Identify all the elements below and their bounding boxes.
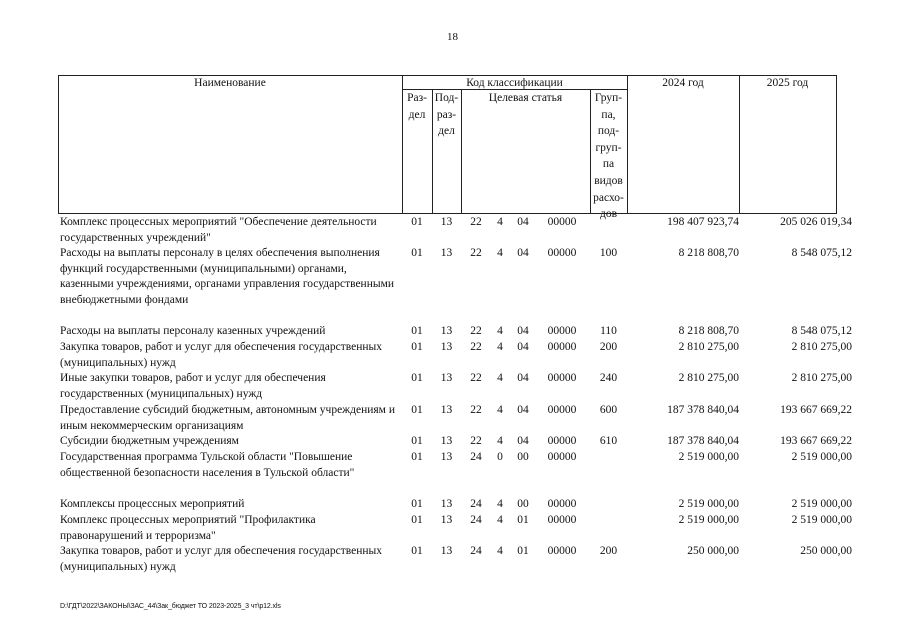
row-subsection: 13: [440, 545, 453, 557]
row-target-2: 4: [497, 514, 503, 526]
row-target-2: 4: [497, 325, 503, 337]
header-year-2024: 2024 год: [662, 77, 704, 89]
row-subsection: 13: [440, 435, 453, 447]
row-target-3: 00: [517, 451, 529, 463]
row-subsection: 13: [440, 372, 453, 384]
row-target-3: 00: [517, 498, 529, 510]
row-subsection: 13: [440, 514, 453, 526]
row-section: 01: [411, 514, 423, 526]
row-section: 01: [411, 545, 423, 557]
header-target-article: Целевая статья: [488, 92, 563, 104]
row-expense-type: 200: [599, 341, 618, 353]
row-amount-2025: 2 810 275,00: [791, 372, 852, 384]
row-amount-2024: 187 378 840,04: [667, 435, 739, 447]
row-amount-2024: 8 218 808,70: [678, 247, 739, 259]
row-amount-2025: 2 519 000,00: [791, 451, 852, 463]
row-target-3: 04: [517, 325, 529, 337]
row-target-3: 01: [517, 514, 529, 526]
row-subsection: 13: [440, 216, 453, 228]
header-subsection: Под- раз- дел: [434, 92, 459, 138]
row-name: Комплексы процессных мероприятий: [60, 498, 245, 510]
row-expense-type: 240: [599, 372, 618, 384]
row-name: Комплекс процессных мероприятий "Профилактика правонарушений и терроризма": [60, 514, 316, 542]
row-amount-2025: 205 026 019,34: [780, 216, 852, 228]
row-amount-2024: 250 000,00: [687, 545, 739, 557]
row-target-4: 00000: [547, 216, 577, 228]
row-expense-type: 610: [599, 435, 618, 447]
row-target-3: 04: [517, 404, 529, 416]
row-amount-2025: 2 810 275,00: [791, 341, 852, 353]
footer-file-path: D:\ГДТ\2022\ЗАКОНЫ\ЗАС_44\Зак_бюджет ТО 2023-2025_3 чт\р12.xls: [60, 603, 281, 610]
row-target-2: 0: [497, 451, 503, 463]
row-section: 01: [411, 435, 423, 447]
row-section: 01: [411, 498, 423, 510]
row-amount-2024: 2 519 000,00: [678, 498, 739, 510]
row-amount-2025: 2 519 000,00: [791, 514, 852, 526]
row-subsection: 13: [440, 341, 453, 353]
row-target-1: 22: [470, 325, 482, 337]
row-target-1: 24: [470, 514, 482, 526]
row-amount-2024: 2 519 000,00: [678, 514, 739, 526]
row-amount-2025: 193 667 669,22: [780, 435, 852, 447]
row-subsection: 13: [440, 325, 453, 337]
header-code: Код классификации: [466, 77, 563, 89]
row-subsection: 13: [440, 498, 453, 510]
row-amount-2025: 8 548 075,12: [791, 325, 852, 337]
row-name: Закупка товаров, работ и услуг для обеспечения государственных (муниципальных) нужд: [60, 341, 383, 369]
row-target-1: 22: [470, 247, 482, 259]
row-target-1: 22: [470, 435, 482, 447]
row-target-1: 24: [470, 451, 482, 463]
row-target-4: 00000: [547, 325, 577, 337]
row-section: 01: [411, 372, 423, 384]
row-amount-2024: 8 218 808,70: [678, 325, 739, 337]
row-expense-type: 100: [599, 247, 618, 259]
row-section: 01: [411, 451, 423, 463]
row-target-4: 00000: [547, 372, 577, 384]
row-subsection: 13: [440, 451, 453, 463]
row-section: 01: [411, 216, 423, 228]
row-amount-2024: 187 378 840,04: [667, 404, 739, 416]
row-name: Государственная программа Тульской области "Повышение общественной безопасности населения в Тульской области": [60, 451, 355, 479]
row-target-4: 00000: [547, 451, 577, 463]
row-section: 01: [411, 341, 423, 353]
row-target-2: 4: [497, 404, 503, 416]
row-expense-type: 200: [599, 545, 618, 557]
row-amount-2024: 2 519 000,00: [678, 451, 739, 463]
row-target-2: 4: [497, 247, 503, 259]
row-target-3: 04: [517, 216, 529, 228]
row-name: Расходы на выплаты персоналу казенных учреждений: [60, 325, 326, 337]
row-name: Иные закупки товаров, работ и услуг для обеспечения государственных (муниципальных) нужд: [60, 372, 326, 400]
header-year-2025: 2025 год: [766, 77, 809, 89]
header-expense-group: Груп- па, под- груп- па видов расхо- дов: [593, 92, 624, 221]
row-name: Расходы на выплаты персоналу в целях обеспечения выполнения функций государственными (муниципальными) органами, казенными учреждениями, органами управления государственными внебюджетными фондами: [60, 247, 395, 306]
row-target-4: 00000: [547, 545, 577, 557]
row-target-2: 4: [497, 545, 503, 557]
row-name: Субсидии бюджетным учреждениям: [60, 435, 239, 447]
row-target-4: 00000: [547, 435, 577, 447]
row-target-4: 00000: [547, 514, 577, 526]
row-section: 01: [411, 247, 423, 259]
row-target-1: 22: [470, 341, 482, 353]
row-amount-2024: 2 810 275,00: [678, 341, 739, 353]
row-expense-type: 110: [600, 325, 617, 337]
row-name: Закупка товаров, работ и услуг для обеспечения государственных (муниципальных) нужд: [60, 545, 383, 573]
row-target-3: 04: [517, 247, 529, 259]
row-amount-2025: 193 667 669,22: [780, 404, 852, 416]
row-subsection: 13: [440, 247, 453, 259]
row-section: 01: [411, 325, 423, 337]
row-subsection: 13: [440, 404, 453, 416]
row-target-4: 00000: [547, 341, 577, 353]
row-target-3: 04: [517, 372, 529, 384]
row-target-3: 04: [517, 435, 529, 447]
row-target-4: 00000: [547, 498, 577, 510]
row-section: 01: [411, 404, 423, 416]
header-name: Наименование: [194, 77, 266, 89]
row-target-3: 01: [517, 545, 529, 557]
row-amount-2025: 2 519 000,00: [791, 498, 852, 510]
row-target-1: 22: [470, 404, 482, 416]
row-target-2: 4: [497, 216, 503, 228]
row-amount-2025: 250 000,00: [800, 545, 852, 557]
row-name: Комплекс процессных мероприятий "Обеспечение деятельности государственных учреждений": [60, 216, 377, 244]
row-amount-2024: 198 407 923,74: [667, 216, 739, 228]
row-target-2: 4: [497, 372, 503, 384]
row-target-2: 4: [497, 498, 503, 510]
row-target-1: 24: [470, 498, 482, 510]
row-name: Предоставление субсидий бюджетным, автономным учреждениям и иным некоммерческим организациям: [60, 404, 395, 432]
page-number: 18: [447, 31, 458, 43]
row-target-4: 00000: [547, 247, 577, 259]
row-target-1: 22: [470, 216, 482, 228]
row-target-4: 00000: [547, 404, 577, 416]
row-target-1: 22: [470, 372, 482, 384]
row-amount-2025: 8 548 075,12: [791, 247, 852, 259]
row-target-2: 4: [497, 341, 503, 353]
row-target-3: 04: [517, 341, 529, 353]
row-target-2: 4: [497, 435, 503, 447]
row-target-1: 24: [470, 545, 482, 557]
row-amount-2024: 2 810 275,00: [678, 372, 739, 384]
header-section: Раз- дел: [407, 92, 427, 121]
row-expense-type: 600: [599, 404, 618, 416]
